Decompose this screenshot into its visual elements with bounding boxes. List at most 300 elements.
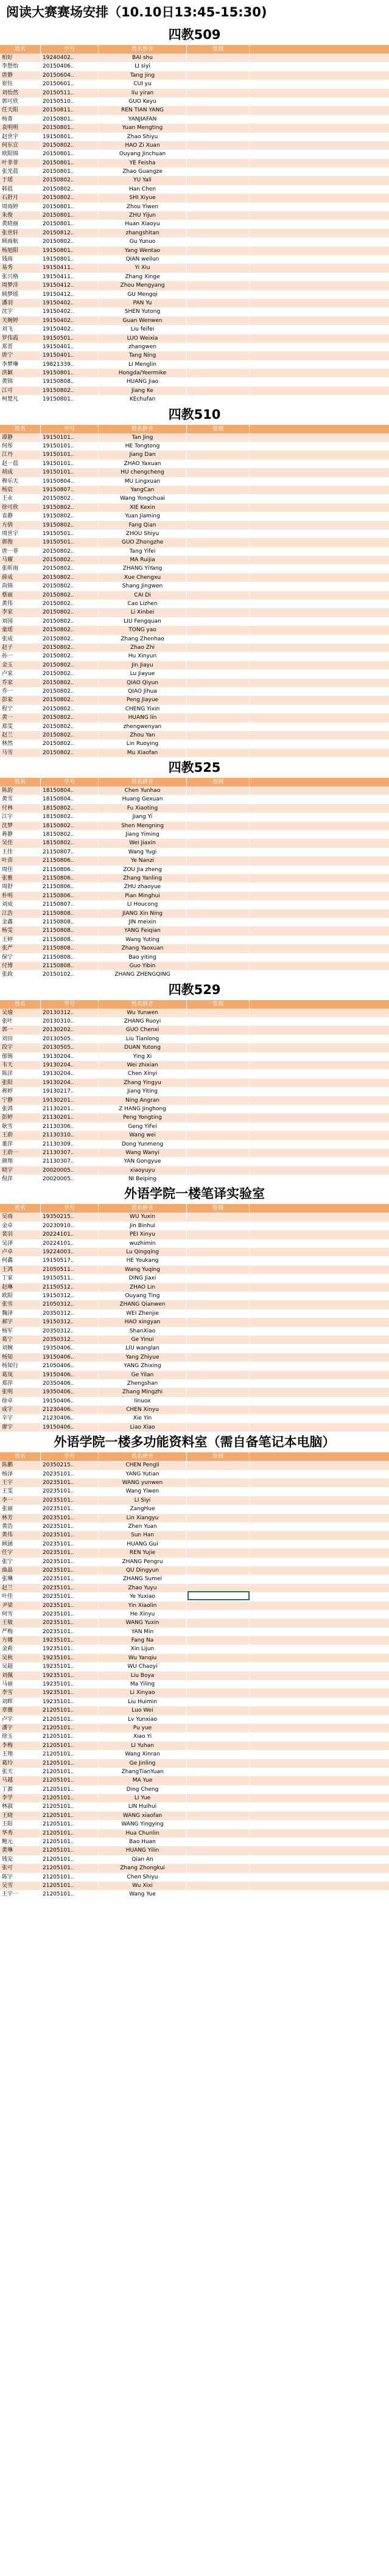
signin-cell[interactable] — [187, 395, 250, 404]
student-id-cell[interactable]: 21205101.. — [41, 1820, 99, 1829]
signin-cell[interactable] — [187, 264, 250, 272]
pinyin-cell[interactable]: ZHU Yijun — [99, 211, 187, 220]
student-id-cell[interactable]: 20150802.. — [41, 679, 99, 687]
pinyin-cell[interactable]: ZangHue — [99, 1505, 187, 1513]
signin-cell[interactable] — [187, 290, 250, 299]
name-cell[interactable]: 钱雨 — [0, 255, 41, 264]
pinyin-cell[interactable]: WANG xiaofan — [99, 1811, 187, 1820]
name-cell[interactable]: 方娜 — [0, 1636, 41, 1645]
student-id-cell[interactable]: 21205101.. — [41, 1715, 99, 1724]
signin-cell[interactable] — [187, 211, 250, 220]
name-cell[interactable]: 张雅 — [0, 874, 41, 883]
table-row[interactable] — [0, 1362, 389, 1370]
table-row[interactable] — [0, 442, 389, 450]
signin-cell[interactable] — [187, 1636, 250, 1645]
table-row[interactable] — [0, 1113, 389, 1122]
signin-cell[interactable] — [187, 1335, 250, 1344]
pinyin-cell[interactable]: Zhengshan — [99, 1379, 187, 1388]
name-cell[interactable]: 彭婷 — [0, 1113, 41, 1122]
signin-cell[interactable] — [187, 54, 250, 62]
name-cell[interactable]: 郭俊 — [0, 538, 41, 547]
name-cell[interactable]: 周世宇 — [0, 530, 41, 538]
table-row[interactable] — [0, 822, 389, 830]
name-cell[interactable]: 马耀 — [0, 556, 41, 564]
student-id-cell[interactable]: 21205101.. — [41, 1706, 99, 1715]
table-row[interactable] — [0, 1689, 389, 1697]
name-cell[interactable]: 黄锦 — [0, 377, 41, 386]
signin-cell[interactable] — [187, 600, 250, 608]
name-cell[interactable]: 杨知行 — [0, 1362, 41, 1370]
student-id-cell[interactable]: 21205101.. — [41, 1768, 99, 1776]
table-row[interactable] — [0, 1610, 389, 1619]
student-id-cell[interactable]: 20150802.. — [41, 723, 99, 731]
pinyin-cell[interactable]: Ma Yiling — [99, 1680, 187, 1689]
pinyin-cell[interactable]: WANG yunwen — [99, 1479, 187, 1487]
signin-cell[interactable] — [187, 203, 250, 211]
signin-cell[interactable] — [187, 281, 250, 290]
pinyin-cell[interactable]: zhangwen — [99, 343, 187, 351]
signin-cell[interactable] — [187, 909, 250, 918]
student-id-cell[interactable]: 20150802.. — [41, 237, 99, 246]
student-id-cell[interactable]: 21205101.. — [41, 1785, 99, 1794]
table-row[interactable] — [0, 635, 389, 643]
student-id-cell[interactable]: 20150801.. — [41, 115, 99, 124]
name-cell[interactable]: 江丹 — [0, 450, 41, 459]
table-row[interactable] — [0, 1470, 389, 1479]
pinyin-cell[interactable]: Fu Xiaoting — [99, 804, 187, 813]
pinyin-cell[interactable]: SHEN Yutong — [99, 307, 187, 316]
student-id-cell[interactable]: 20150802.. — [41, 591, 99, 600]
name-cell[interactable]: 郑萍 — [0, 1379, 41, 1388]
student-id-cell[interactable]: 19350406.. — [41, 1388, 99, 1396]
name-cell[interactable]: 何东宣 — [0, 141, 41, 150]
name-cell[interactable]: 杨宸 — [0, 486, 41, 494]
pinyin-cell[interactable]: Jiang Yi — [99, 813, 187, 821]
signin-cell[interactable] — [187, 387, 250, 395]
table-row[interactable] — [0, 1327, 389, 1335]
student-id-cell[interactable]: 20150801.. — [41, 203, 99, 211]
pinyin-cell[interactable]: Xue Chengxu — [99, 573, 187, 582]
signin-cell[interactable] — [187, 1785, 250, 1794]
student-id-cell[interactable]: 20150802.. — [41, 617, 99, 626]
name-cell[interactable]: 王佳 — [0, 848, 41, 856]
pinyin-cell[interactable]: Tang Yifei — [99, 547, 187, 556]
student-id-cell[interactable]: 19235101.. — [41, 1636, 99, 1645]
table-row[interactable] — [0, 237, 389, 246]
student-id-cell[interactable]: 19130204.. — [41, 1061, 99, 1069]
student-id-cell[interactable]: 19235101.. — [41, 1671, 99, 1680]
signin-cell[interactable] — [187, 1654, 250, 1662]
table-row[interactable] — [0, 538, 389, 547]
table-row[interactable] — [0, 1087, 389, 1096]
name-cell[interactable]: 张天 — [0, 1768, 41, 1776]
name-cell[interactable]: 谭静 — [0, 433, 41, 442]
table-row[interactable] — [0, 1838, 389, 1846]
table-row[interactable] — [0, 1035, 389, 1043]
student-id-cell[interactable]: 19150312.. — [41, 1318, 99, 1326]
table-row[interactable] — [0, 343, 389, 351]
name-cell[interactable]: 乔一 — [0, 687, 41, 696]
name-cell[interactable]: 徐卓 — [0, 1397, 41, 1405]
table-row[interactable] — [0, 97, 389, 106]
table-row[interactable] — [0, 731, 389, 740]
student-id-cell[interactable]: 20235101.. — [41, 1584, 99, 1592]
name-cell[interactable]: 张宁 — [0, 1558, 41, 1566]
table-row[interactable] — [0, 1759, 389, 1768]
name-cell[interactable]: 张兴格 — [0, 273, 41, 281]
name-cell[interactable]: 何雪 — [0, 1610, 41, 1619]
name-cell[interactable]: 陈韵 — [0, 786, 41, 795]
pinyin-cell[interactable]: Zhang Zhongkui — [99, 1864, 187, 1872]
signin-cell[interactable] — [187, 1283, 250, 1292]
student-id-cell[interactable]: 21230406.. — [41, 1414, 99, 1423]
signin-cell[interactable] — [187, 1829, 250, 1838]
student-id-cell[interactable]: 20235101.. — [41, 1549, 99, 1557]
name-cell[interactable]: 陈宇 — [0, 1873, 41, 1881]
student-id-cell[interactable]: 21150806.. — [41, 883, 99, 891]
pinyin-cell[interactable]: JIN meixin — [99, 918, 187, 926]
table-row[interactable] — [0, 600, 389, 608]
table-row[interactable] — [0, 1750, 389, 1759]
name-cell[interactable]: 徐可欣 — [0, 503, 41, 512]
pinyin-cell[interactable]: Peng Jiayue — [99, 696, 187, 704]
pinyin-cell[interactable]: Zhang Zhenhao — [99, 635, 187, 643]
student-id-cell[interactable]: 21150512.. — [41, 1283, 99, 1292]
name-cell[interactable]: 周佳 — [0, 866, 41, 874]
table-row[interactable] — [0, 1724, 389, 1732]
table-row[interactable] — [0, 377, 389, 386]
signin-cell[interactable] — [187, 512, 250, 520]
table-row[interactable] — [0, 1166, 389, 1175]
name-cell[interactable]: 杨军 — [0, 1327, 41, 1335]
name-cell[interactable]: 王鸿 — [0, 1265, 41, 1274]
pinyin-cell[interactable]: Huan Xiaoyu — [99, 220, 187, 228]
name-cell[interactable]: 欧阳 — [0, 1292, 41, 1300]
signin-cell[interactable] — [187, 635, 250, 643]
signin-cell[interactable] — [187, 343, 250, 351]
pinyin-cell[interactable]: GUO Chenxi — [99, 1026, 187, 1034]
signin-cell[interactable] — [187, 582, 250, 590]
pinyin-cell[interactable]: Yuan Mengting — [99, 124, 187, 132]
student-id-cell[interactable]: 20150802.. — [41, 547, 99, 556]
signin-cell[interactable] — [187, 185, 250, 194]
signin-cell[interactable] — [187, 591, 250, 600]
signin-cell[interactable] — [187, 1864, 250, 1872]
table-row[interactable] — [0, 521, 389, 530]
student-id-cell[interactable]: 19150401.. — [41, 343, 99, 351]
student-id-cell[interactable]: 21150806.. — [41, 856, 99, 865]
signin-cell[interactable] — [187, 1274, 250, 1283]
name-cell[interactable]: 李梦琳 — [0, 360, 41, 369]
signin-cell[interactable] — [187, 106, 250, 114]
table-row[interactable] — [0, 1318, 389, 1326]
student-id-cell[interactable]: 21150807.. — [41, 848, 99, 856]
signin-cell[interactable] — [187, 1096, 250, 1105]
student-id-cell[interactable]: 20150801.. — [41, 167, 99, 176]
signin-cell[interactable] — [187, 1423, 250, 1432]
name-cell[interactable]: 唐一菲 — [0, 547, 41, 556]
pinyin-cell[interactable]: ZHAO Yaxuan — [99, 460, 187, 468]
signin-cell[interactable] — [187, 1802, 250, 1811]
pinyin-cell[interactable]: Wu Xixi — [99, 1881, 187, 1890]
name-cell[interactable]: 张成 — [0, 635, 41, 643]
column-header[interactable]: 姓名 — [0, 1452, 41, 1461]
student-id-cell[interactable]: 21205101.. — [41, 1732, 99, 1741]
student-id-cell[interactable]: 21050511.. — [41, 1265, 99, 1274]
signin-cell[interactable] — [187, 848, 250, 856]
name-cell[interactable]: 张光晨 — [0, 167, 41, 176]
name-cell[interactable]: 陈洋 — [0, 1069, 41, 1078]
signin-cell[interactable] — [187, 1371, 250, 1379]
signin-cell[interactable] — [187, 1671, 250, 1680]
pinyin-cell[interactable]: CHENG Yixin — [99, 705, 187, 713]
signin-cell[interactable] — [187, 325, 250, 334]
table-row[interactable] — [0, 1864, 389, 1872]
student-id-cell[interactable]: 19235101.. — [41, 1645, 99, 1653]
signin-cell[interactable] — [187, 89, 250, 97]
student-id-cell[interactable]: 21130306.. — [41, 1122, 99, 1131]
pinyin-cell[interactable]: Wei Jiaxin — [99, 839, 187, 847]
pinyin-cell[interactable]: LIU Fengquan — [99, 617, 187, 626]
name-cell[interactable]: 钱安 — [0, 1855, 41, 1864]
student-id-cell[interactable]: 20150802.. — [41, 643, 99, 652]
table-row[interactable] — [0, 1017, 389, 1026]
pinyin-cell[interactable]: Peng Yongting — [99, 1113, 187, 1122]
name-cell[interactable]: 郝宇 — [0, 1318, 41, 1326]
table-row[interactable] — [0, 1414, 389, 1423]
student-id-cell[interactable]: 20150802.. — [41, 582, 99, 590]
table-row[interactable] — [0, 1265, 389, 1274]
pinyin-cell[interactable]: KEchufan — [99, 395, 187, 404]
name-cell[interactable]: 王晓 — [0, 1811, 41, 1820]
pinyin-cell[interactable]: HUANG lin — [99, 713, 187, 722]
pinyin-cell[interactable]: Tang Ning — [99, 351, 187, 360]
student-id-cell[interactable]: 21205101.. — [41, 1873, 99, 1881]
pinyin-cell[interactable]: Jin Binhui — [99, 1222, 187, 1230]
pinyin-cell[interactable]: Li Xinyao — [99, 1689, 187, 1697]
table-row[interactable] — [0, 317, 389, 325]
student-id-cell[interactable]: 21205101.. — [41, 1846, 99, 1855]
pinyin-cell[interactable]: Lin Xiangyu — [99, 1514, 187, 1522]
student-id-cell[interactable]: 19150402.. — [41, 307, 99, 316]
name-cell[interactable]: 杨雯 — [0, 926, 41, 935]
pinyin-cell[interactable]: Xiao Yi — [99, 1732, 187, 1741]
student-id-cell[interactable]: 19150501.. — [41, 334, 99, 343]
signin-cell[interactable] — [187, 1732, 250, 1741]
student-id-cell[interactable]: 19150411.. — [41, 264, 99, 272]
student-id-cell[interactable]: 21205101.. — [41, 1759, 99, 1768]
name-cell[interactable]: 王永 — [0, 494, 41, 503]
pinyin-cell[interactable]: CHEN Pengli — [99, 1461, 187, 1469]
table-row[interactable] — [0, 1654, 389, 1662]
pinyin-cell[interactable]: YANG Zhixing — [99, 1362, 187, 1370]
signin-cell[interactable] — [187, 1558, 250, 1566]
table-row[interactable] — [0, 264, 389, 272]
pinyin-cell[interactable]: Lu Qingqing — [99, 1248, 187, 1256]
name-cell[interactable]: 李想怡 — [0, 62, 41, 71]
table-row[interactable] — [0, 874, 389, 883]
signin-cell[interactable] — [187, 813, 250, 821]
pinyin-cell[interactable]: LI siyi — [99, 62, 187, 71]
name-cell[interactable]: 赵世宇 — [0, 133, 41, 141]
table-row[interactable] — [0, 1601, 389, 1610]
pinyin-cell[interactable]: Sun Han — [99, 1531, 187, 1539]
signin-cell[interactable] — [187, 273, 250, 281]
student-id-cell[interactable]: 19130201.. — [41, 1096, 99, 1105]
student-id-cell[interactable]: 19150411.. — [41, 273, 99, 281]
student-id-cell[interactable]: 20150801.. — [41, 150, 99, 158]
signin-cell[interactable] — [187, 237, 250, 246]
student-id-cell[interactable]: 19150406.. — [41, 1353, 99, 1362]
signin-cell[interactable] — [187, 1222, 250, 1230]
student-id-cell[interactable]: 18150804.. — [41, 786, 99, 795]
student-id-cell[interactable]: 21230406.. — [41, 1405, 99, 1414]
pinyin-cell[interactable]: Liu feifei — [99, 325, 187, 334]
student-id-cell[interactable]: 20350406.. — [41, 1379, 99, 1388]
signin-cell[interactable] — [187, 1715, 250, 1724]
table-row[interactable] — [0, 804, 389, 813]
table-row[interactable] — [0, 1514, 389, 1522]
name-cell[interactable]: 彭家 — [0, 696, 41, 704]
name-cell[interactable]: 王翔 — [0, 1750, 41, 1759]
pinyin-cell[interactable]: Lv Yunxiao — [99, 1715, 187, 1724]
student-id-cell[interactable]: 19150412.. — [41, 290, 99, 299]
table-row[interactable] — [0, 970, 389, 979]
student-id-cell[interactable]: 18150802.. — [41, 813, 99, 821]
student-id-cell[interactable]: 20350312.. — [41, 1335, 99, 1344]
table-row[interactable] — [0, 713, 389, 722]
signin-cell[interactable] — [187, 486, 250, 494]
signin-cell[interactable] — [187, 1300, 250, 1309]
table-row[interactable] — [0, 1794, 389, 1802]
table-row[interactable] — [0, 115, 389, 124]
signin-cell[interactable] — [187, 1157, 250, 1166]
student-id-cell[interactable]: 19150406.. — [41, 1371, 99, 1379]
pinyin-cell[interactable]: YAN Min — [99, 1628, 187, 1636]
signin-cell[interactable] — [187, 705, 250, 713]
pinyin-cell[interactable]: Wu Yanqiu — [99, 1654, 187, 1662]
pinyin-cell[interactable]: Yang Zhiyue — [99, 1353, 187, 1362]
pinyin-cell[interactable]: Liu Huimin — [99, 1698, 187, 1706]
pinyin-cell[interactable]: Liao Xiao — [99, 1423, 187, 1432]
pinyin-cell[interactable]: MA Yue — [99, 1776, 187, 1785]
table-row[interactable] — [0, 1175, 389, 1183]
student-id-cell[interactable]: 19150802.. — [41, 521, 99, 530]
student-id-cell[interactable]: 20224101.. — [41, 1230, 99, 1239]
table-row[interactable] — [0, 1829, 389, 1838]
signin-cell[interactable] — [187, 1379, 250, 1388]
pinyin-cell[interactable]: Yi Xiu — [99, 264, 187, 272]
signin-cell[interactable] — [187, 679, 250, 687]
signin-cell[interactable] — [187, 334, 250, 343]
pinyin-cell[interactable]: HU chengcheng — [99, 468, 187, 477]
table-row[interactable] — [0, 1505, 389, 1513]
name-cell[interactable]: 张丽 — [0, 1505, 41, 1513]
name-cell[interactable]: 周雨婷 — [0, 203, 41, 211]
pinyin-cell[interactable]: Ye Yuxiao — [99, 1592, 187, 1601]
signin-cell[interactable] — [187, 150, 250, 158]
signin-cell[interactable] — [187, 874, 250, 883]
signin-cell[interactable] — [187, 795, 250, 803]
pinyin-cell[interactable]: WU Yuxin — [99, 1213, 187, 1221]
pinyin-cell[interactable]: Qian An — [99, 1855, 187, 1864]
student-id-cell[interactable]: 20235101.. — [41, 1575, 99, 1583]
signin-cell[interactable] — [187, 442, 250, 450]
pinyin-cell[interactable]: ShanXiao — [99, 1327, 187, 1335]
pinyin-cell[interactable]: Ning Angran — [99, 1096, 187, 1105]
name-cell[interactable]: 刘田 — [0, 1035, 41, 1043]
student-id-cell[interactable]: 21150808.. — [41, 944, 99, 953]
name-cell[interactable]: 王蔚 — [0, 1131, 41, 1139]
pinyin-cell[interactable]: Ge Yilan — [99, 1371, 187, 1379]
student-id-cell[interactable]: 21150806.. — [41, 874, 99, 883]
student-id-cell[interactable]: 18150802.. — [41, 839, 99, 847]
table-row[interactable] — [0, 1811, 389, 1820]
signin-cell[interactable] — [187, 247, 250, 255]
pinyin-cell[interactable]: CAI Di — [99, 591, 187, 600]
table-row[interactable] — [0, 1353, 389, 1362]
table-row[interactable] — [0, 229, 389, 237]
name-cell[interactable]: 耿雪 — [0, 1122, 41, 1131]
signin-cell[interactable] — [187, 1794, 250, 1802]
signin-cell[interactable] — [187, 866, 250, 874]
table-row[interactable] — [0, 1230, 389, 1239]
student-id-cell[interactable]: 19150412.. — [41, 281, 99, 290]
name-cell[interactable]: 李学 — [0, 1794, 41, 1802]
student-id-cell[interactable]: 19150801.. — [41, 247, 99, 255]
pinyin-cell[interactable]: Wu Yunwen — [99, 1009, 187, 1017]
student-id-cell[interactable]: 20150802.. — [41, 556, 99, 564]
pinyin-cell[interactable]: Shen Mengning — [99, 822, 187, 830]
pinyin-cell[interactable]: YANG Feiqian — [99, 926, 187, 935]
pinyin-cell[interactable]: Wang Yongchuai — [99, 494, 187, 503]
student-id-cell[interactable]: 20150802.. — [41, 749, 99, 757]
student-id-cell[interactable]: 20150802.. — [41, 696, 99, 704]
student-id-cell[interactable]: 19235101.. — [41, 1662, 99, 1671]
table-row[interactable] — [0, 749, 389, 757]
column-header[interactable]: 姓名 — [0, 425, 41, 433]
pinyin-cell[interactable]: Tan Jing — [99, 433, 187, 442]
student-id-cell[interactable]: 19821339.. — [41, 360, 99, 369]
name-cell[interactable]: 江浩 — [0, 909, 41, 918]
signin-cell[interactable] — [187, 962, 250, 970]
name-cell[interactable]: 吴佳 — [0, 839, 41, 847]
name-cell[interactable]: 张昕雨 — [0, 564, 41, 573]
table-row[interactable] — [0, 1873, 389, 1881]
student-id-cell[interactable]: 20150802.. — [41, 670, 99, 678]
pinyin-cell[interactable]: GU Mengqi — [99, 290, 187, 299]
student-id-cell[interactable]: 20130202.. — [41, 1026, 99, 1034]
student-id-cell[interactable]: 21205101.. — [41, 1881, 99, 1890]
student-id-cell[interactable]: 20130505.. — [41, 1035, 99, 1043]
pinyin-cell[interactable]: Lin Ruoying — [99, 740, 187, 748]
table-row[interactable] — [0, 167, 389, 176]
table-row[interactable] — [0, 1461, 389, 1469]
name-cell[interactable]: 吴瑜 — [0, 1009, 41, 1017]
student-id-cell[interactable]: 20150102.. — [41, 970, 99, 979]
pinyin-cell[interactable]: REN TIAN YANG — [99, 106, 187, 114]
table-row[interactable] — [0, 556, 389, 564]
student-id-cell[interactable]: 19240402.. — [41, 54, 99, 62]
student-id-cell[interactable]: 19235101.. — [41, 1689, 99, 1697]
pinyin-cell[interactable]: YE Feisha — [99, 159, 187, 167]
signin-cell[interactable] — [187, 900, 250, 909]
pinyin-cell[interactable]: Hu Xinyun — [99, 652, 187, 660]
signin-cell[interactable] — [187, 1122, 250, 1131]
student-id-cell[interactable]: 20150801.. — [41, 211, 99, 220]
name-cell[interactable]: 黄晓丽 — [0, 220, 41, 228]
student-id-cell[interactable]: 19235101.. — [41, 1680, 99, 1689]
